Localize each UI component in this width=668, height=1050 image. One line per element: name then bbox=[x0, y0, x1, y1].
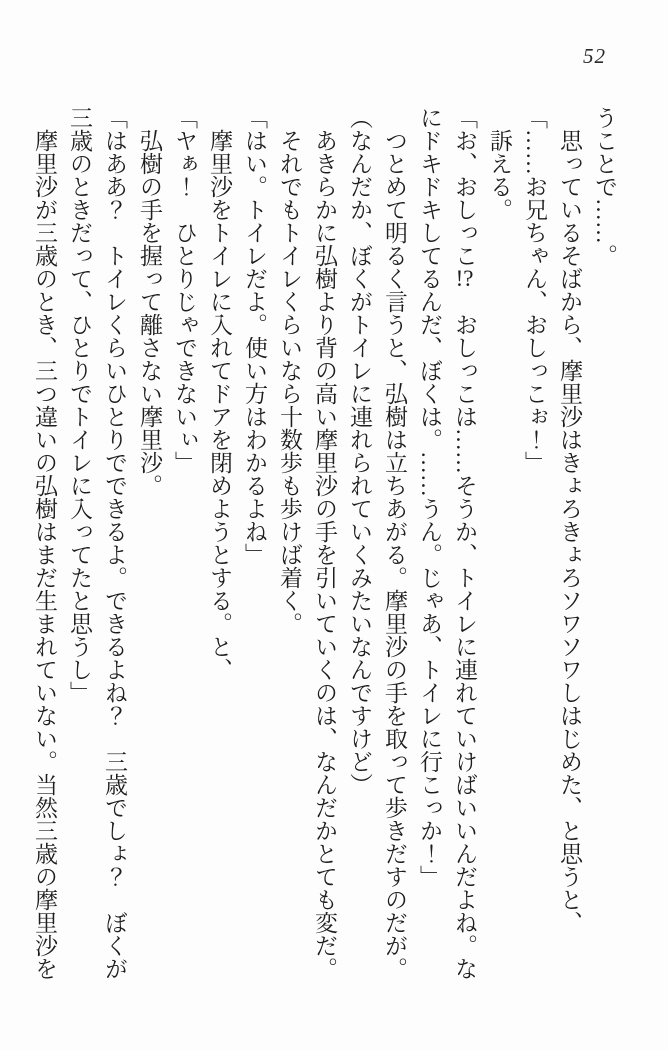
page-number: 52 bbox=[583, 44, 606, 68]
paragraph: 「ヤぁ！ ひとりじゃできないぃ」 bbox=[172, 106, 197, 474]
paragraph: 摩里沙をトイレに入れてドアを閉めようとする。と、 bbox=[207, 129, 232, 681]
paragraph: 弘樹の手を握って離さない摩里沙。 bbox=[137, 129, 162, 497]
exclamation-question-tcy: !? bbox=[455, 267, 474, 290]
paragraph: 「お、おしっこ!? おしっこは……そうか、トイレに連れていけばいいんだよね。なにドキドキしてるんだ、ぼくは。……うん。じゃあ、トイレに行こっか！」 bbox=[417, 106, 477, 980]
paragraph: 「……お兄ちゃん、おしっこぉ！」 bbox=[522, 106, 547, 474]
paragraph: それでもトイレくらいなら十数歩も歩けば着く。 bbox=[277, 129, 302, 635]
paragraph: 摩里沙が三歳のとき、三つ違いの弘樹はまだ生まれていない。当然三歳の摩里沙を bbox=[32, 129, 57, 980]
paragraph: あきらかに弘樹より背の高い摩里沙の手を引いていくのは、なんだかとても変だ。 bbox=[312, 129, 337, 980]
paragraph: 訴える。 bbox=[487, 129, 512, 221]
paragraph: 「はああ？ トイレくらいひとりでできるよ。できるよね？ 三歳でしょ？ ぼくが三歳のときだって、ひとりでトイレに入ってたと思うし」 bbox=[67, 106, 127, 980]
paragraph: 思っているそばから、摩里沙はきょろきょろソワソワしはじめた、と思うと、 bbox=[557, 129, 582, 934]
paragraph: 「はい。トイレだよ。使い方はわかるよね」 bbox=[242, 106, 267, 566]
paragraph: （なんだか、ぼくがトイレに連れられていくみたいなんですけど） bbox=[347, 106, 372, 796]
paragraph: つとめて明るく言うと、弘樹は立ちあがる。摩里沙の手を取って歩きだすのだが。 bbox=[382, 129, 407, 980]
paragraph: うことで……。 bbox=[592, 106, 617, 267]
text-block bbox=[27, 106, 622, 992]
